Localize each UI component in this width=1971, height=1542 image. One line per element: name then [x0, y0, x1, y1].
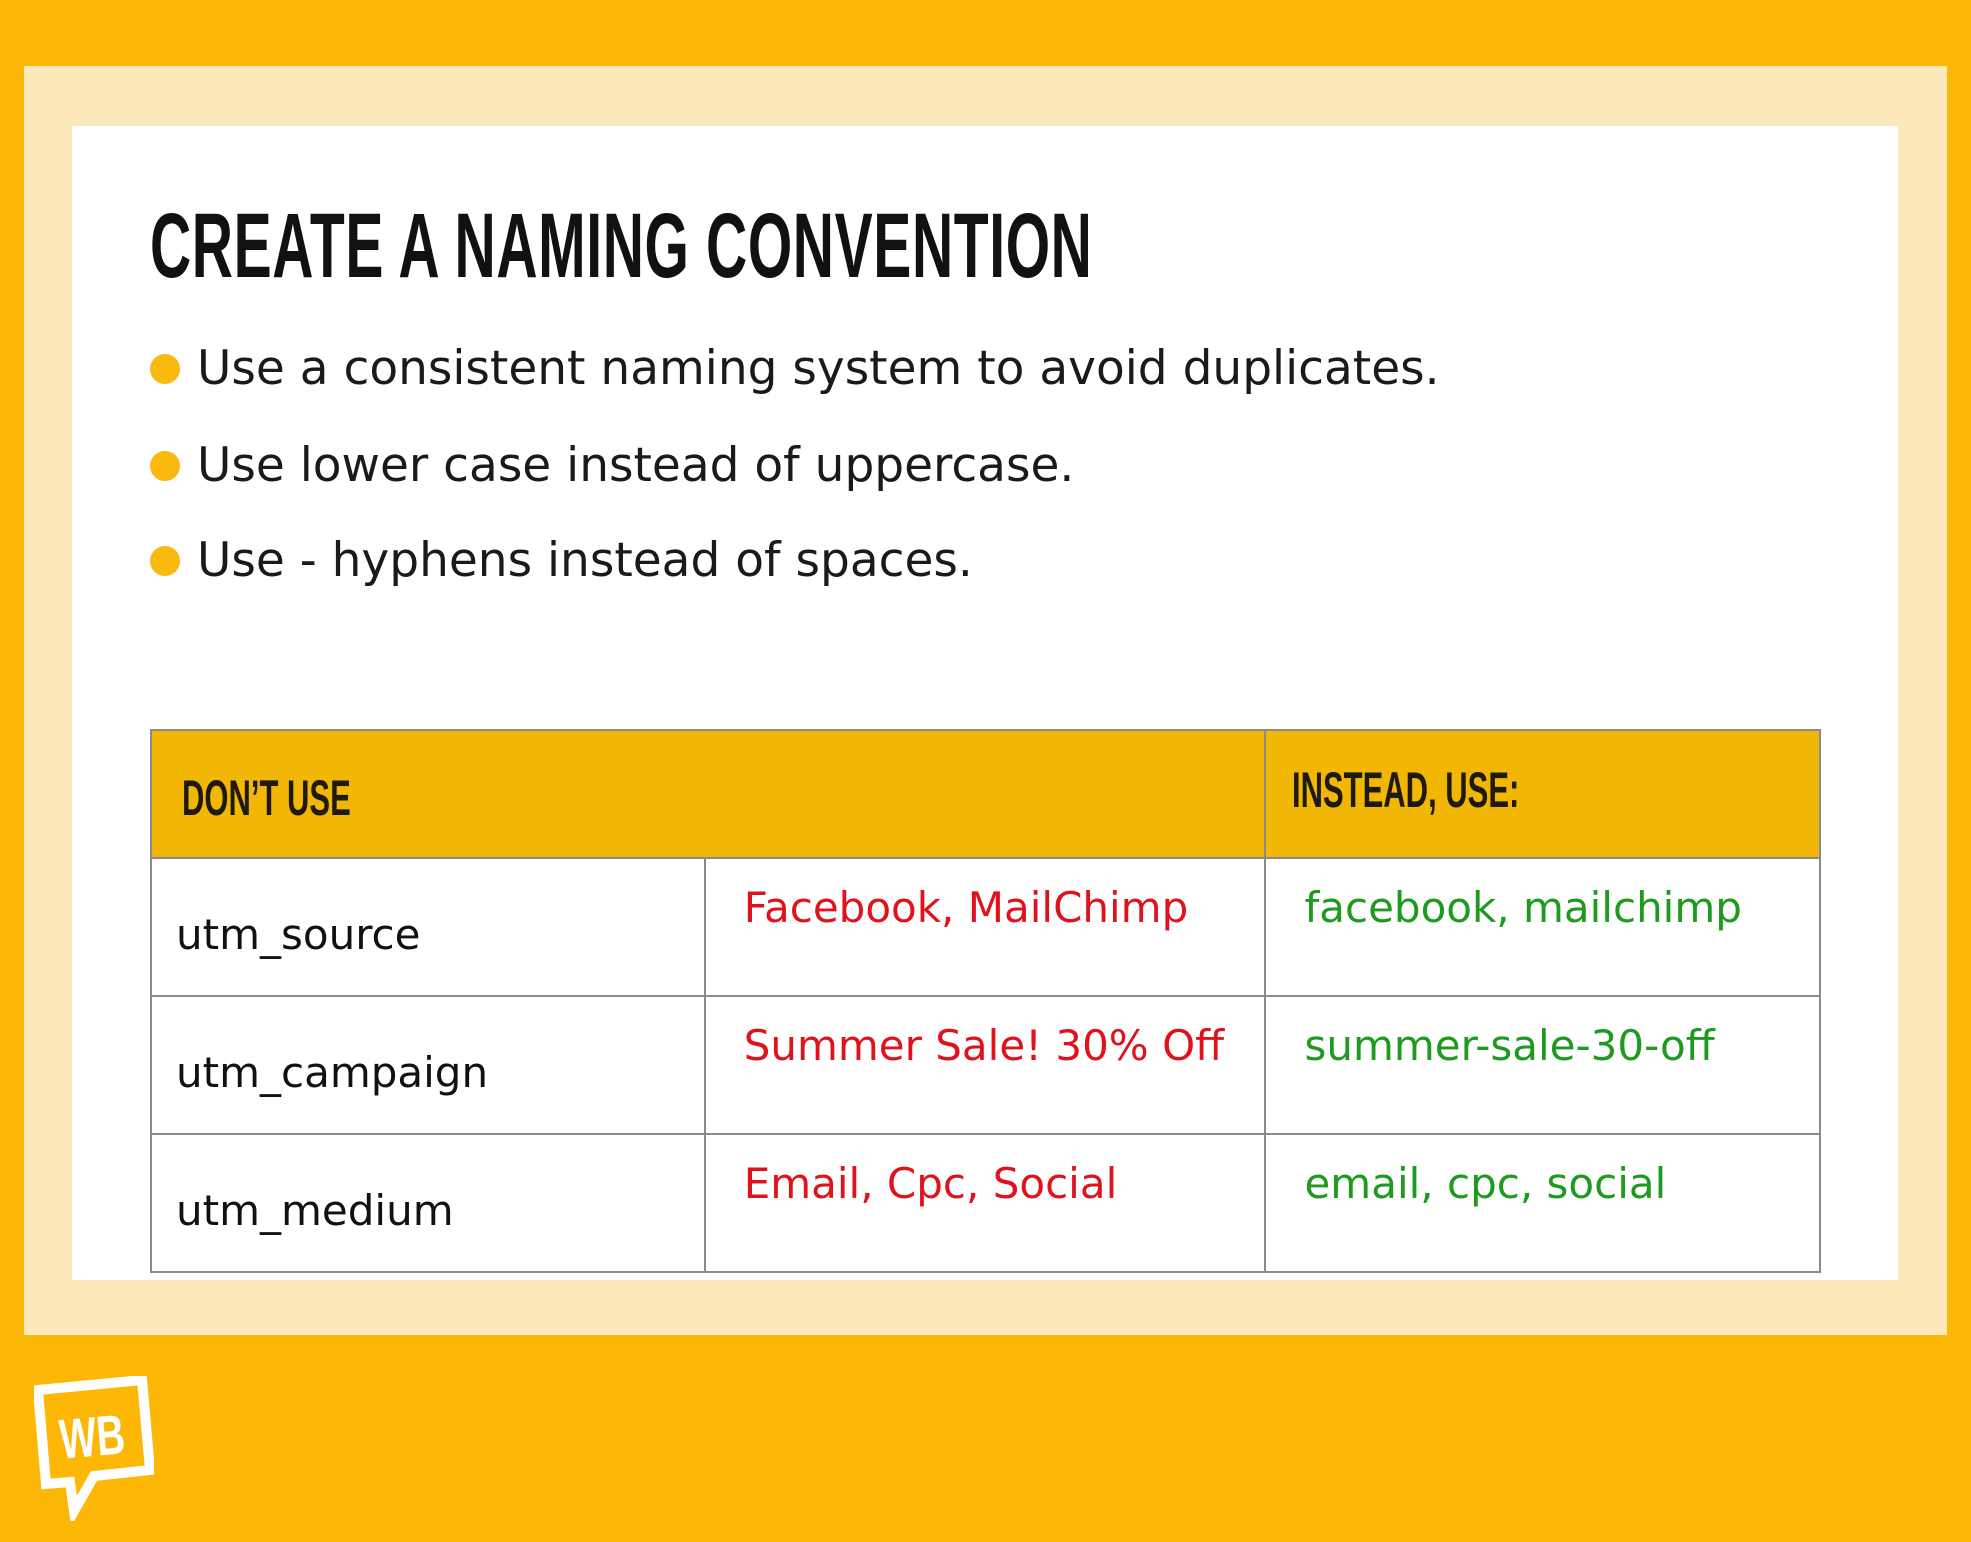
- param-cell: utm_medium: [151, 1134, 705, 1272]
- bullet-text: Use a consistent naming system to avoid duplicates.: [197, 341, 1440, 396]
- bad-example-cell: Summer Sale! 30% Off: [705, 996, 1266, 1134]
- svg-text:WB: WB: [56, 1403, 128, 1472]
- bullet-item: [150, 533, 973, 588]
- table-header-row: [151, 730, 1820, 858]
- bullet-text: Use lower case instead of uppercase.: [197, 438, 1075, 493]
- header-instead-use: [1265, 730, 1820, 858]
- bullet-dot-icon: [150, 354, 180, 384]
- bullet-dot-icon: [150, 546, 180, 576]
- good-example-cell: email, cpc, social: [1265, 1134, 1820, 1272]
- table-row: [151, 996, 1820, 1134]
- bullet-dot-icon: [150, 451, 180, 481]
- bad-example-cell: Facebook, MailChimp: [705, 858, 1266, 996]
- bullet-text: Use - hyphens instead of spaces.: [197, 533, 973, 588]
- header-label: INSTEAD, USE:: [1292, 762, 1520, 818]
- good-example-cell: facebook, mailchimp: [1265, 858, 1820, 996]
- param-cell: utm_source: [151, 858, 705, 996]
- good-example-cell: summer-sale-30-off: [1265, 996, 1820, 1134]
- header-label: DON’T USE: [182, 770, 351, 826]
- bullet-item: [150, 341, 1440, 396]
- wb-logo-icon: [34, 1376, 154, 1521]
- bullet-item: [150, 438, 1074, 493]
- naming-table: [150, 729, 1821, 1273]
- table-row: [151, 1134, 1820, 1272]
- table-row: [151, 858, 1820, 996]
- param-cell: utm_campaign: [151, 996, 705, 1134]
- header-dont-use: [151, 730, 1265, 858]
- bad-example-cell: Email, Cpc, Social: [705, 1134, 1266, 1272]
- page-title: CREATE A NAMING CONVENTION: [150, 195, 1093, 297]
